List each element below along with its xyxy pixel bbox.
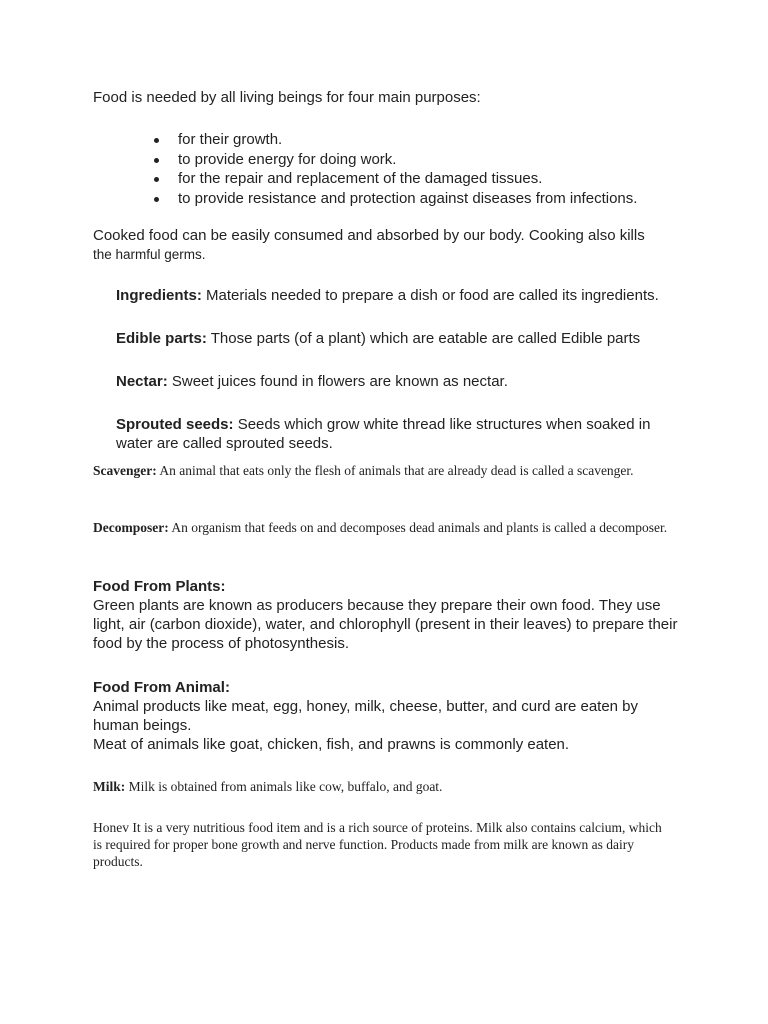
section-text: Meat of animals like goat, chicken, fish, and prawns is commonly eaten. — [93, 736, 570, 753]
list-item: for their growth. — [152, 130, 712, 150]
definition-text: Seeds which grow white thread like structures when soaked in water are called sprouted seeds. — [116, 416, 651, 452]
intro-text: Food is needed by all living beings for four main purposes: — [93, 89, 481, 106]
cooked-food-line-2: the harmful germs. — [93, 247, 206, 262]
list-item: for the repair and replacement of the damaged tissues. — [152, 169, 712, 189]
definition-term: Milk: — [93, 779, 126, 794]
cooked-food-line-1: Cooked food can be easily consumed and absorbed by our body. Cooking also kills — [93, 227, 645, 244]
definition-term: Ingredients: — [116, 287, 202, 304]
section-heading: Food From Animal: — [93, 679, 230, 696]
definition-ingredients — [116, 286, 686, 305]
definition-milk — [93, 778, 683, 795]
definition-edible-parts — [116, 329, 686, 348]
definition-text: Milk is obtained from animals like cow, buffalo, and goat. — [125, 779, 443, 794]
definition-text: Those parts (of a plant) which are eatable are called Edible parts — [206, 330, 641, 347]
section-text: Animal products like meat, egg, honey, milk, cheese, butter, and curd are eaten by human beings. — [93, 698, 639, 734]
food-from-animal-section — [93, 678, 683, 754]
food-from-plants-section — [93, 577, 683, 653]
section-heading: Food From Plants: — [93, 578, 226, 595]
definition-term: Sprouted seeds: — [116, 416, 234, 433]
definition-nectar — [116, 372, 686, 391]
definition-scavenger — [93, 462, 653, 479]
definition-term: Decomposer: — [93, 520, 169, 535]
purposes-list — [152, 130, 712, 208]
definition-decomposer — [93, 519, 675, 536]
definition-term: Scavenger: — [93, 463, 157, 478]
definition-text: Sweet juices found in flowers are known as nectar. — [167, 373, 508, 390]
definition-text: Materials needed to prepare a dish or food are called its ingredients. — [201, 287, 659, 304]
definition-text: An animal that eats only the flesh of animals that are already dead is called a scavenger. — [156, 463, 634, 478]
list-item: to provide resistance and protection against diseases from infections. — [152, 189, 712, 209]
definition-sprouted-seeds — [116, 415, 671, 453]
cooked-food-paragraph — [93, 226, 683, 264]
definition-term: Edible parts: — [116, 330, 207, 347]
definition-text: An organism that feeds on and decomposes dead animals and plants is called a decomposer. — [168, 520, 668, 535]
section-text: Green plants are known as producers because they prepare their own food. They use light, air (carbon dioxide), water, and chlorophyll (present in their leaves) to prepare their food by the process of photosynthesis. — [93, 597, 678, 652]
honey-paragraph: Honev It is a very nutritious food item and is a rich source of proteins. Milk also contains calcium, which is required for proper bone growth and nerve function. Products made from milk are known as dairy products. — [93, 820, 662, 869]
list-item: to provide energy for doing work. — [152, 150, 712, 170]
definition-term: Nectar: — [116, 373, 168, 390]
